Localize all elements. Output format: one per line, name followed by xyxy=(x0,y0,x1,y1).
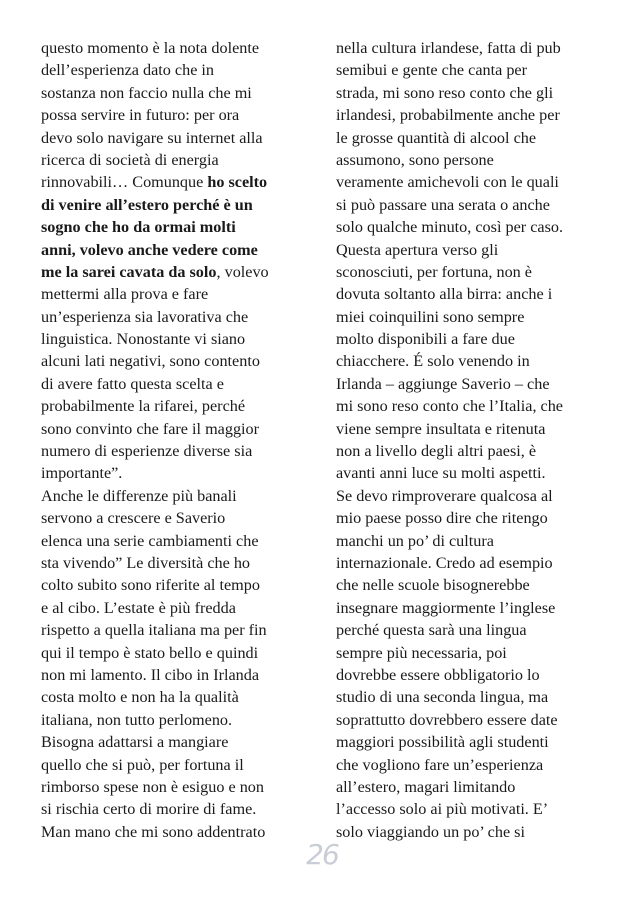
text-span: veramente amichevoli con le quali xyxy=(336,173,559,192)
text-line xyxy=(336,239,598,261)
text-line xyxy=(41,440,313,462)
text-line xyxy=(336,440,598,462)
text-line xyxy=(41,350,313,372)
text-span: mi sono reso conto che l’Italia, che xyxy=(336,397,563,416)
text-line xyxy=(41,664,313,686)
text-span: molto disponibili a fare due xyxy=(336,330,515,349)
text-span: si può passare una serata o anche xyxy=(336,195,550,214)
text-line xyxy=(336,798,598,820)
text-span: rispetto a quella italiana ma per fin xyxy=(41,621,267,640)
text-line xyxy=(336,619,598,641)
text-span: sono convinto che fare il maggior xyxy=(41,419,260,438)
text-line xyxy=(41,171,313,193)
text-line xyxy=(41,37,313,59)
text-line xyxy=(336,642,598,664)
text-line xyxy=(336,462,598,484)
text-span: probabilmente la rifarei, perché xyxy=(41,397,246,416)
bold-text: sogno che ho da ormai molti xyxy=(41,218,236,237)
text-line xyxy=(41,776,313,798)
text-line xyxy=(336,507,598,529)
text-span: elenca una serie cambiamenti che xyxy=(41,531,259,550)
text-span: rimborso spese non è esiguo e non xyxy=(41,777,264,796)
text-line xyxy=(41,530,313,552)
text-span: dell’esperienza dato che in xyxy=(41,61,215,80)
text-line xyxy=(336,709,598,731)
text-span: viene sempre insultata e ritenuta xyxy=(336,419,546,438)
bold-text: anni, volevo anche vedere come xyxy=(41,240,258,259)
text-span: internazionale. Credo ad esempio xyxy=(336,553,553,572)
text-span: ricerca di società di energia xyxy=(41,150,219,169)
text-span: miei coinquilini sono sempre xyxy=(336,307,525,326)
text-line xyxy=(41,59,313,81)
text-line xyxy=(336,328,598,350)
text-line xyxy=(336,104,598,126)
text-span: non a livello degli altri paesi, è xyxy=(336,442,537,461)
text-span: si rischia certo di morire di fame. xyxy=(41,800,257,819)
text-span: Anche le differenze più banali xyxy=(41,486,237,505)
text-line xyxy=(41,686,313,708)
text-span: sostanza non faccio nulla che mi xyxy=(41,83,252,102)
text-line xyxy=(41,821,313,843)
text-line xyxy=(336,530,598,552)
text-span: insegnare maggiormente l’inglese xyxy=(336,598,556,617)
text-span: all’estero, magari limitando xyxy=(336,777,516,796)
text-line xyxy=(41,619,313,641)
text-line xyxy=(41,462,313,484)
text-line xyxy=(336,306,598,328)
text-span: costa molto e non ha la qualità xyxy=(41,688,239,707)
text-span: sta vivendo” Le diversità che ho xyxy=(41,553,251,572)
text-span: chiacchere. É solo venendo in xyxy=(336,352,530,371)
text-span: numero di esperienze diverse sia xyxy=(41,442,253,461)
text-span: avanti anni luce su molti aspetti. xyxy=(336,464,546,483)
text-span: questo momento è la nota dolente xyxy=(41,39,260,57)
text-line xyxy=(336,776,598,798)
text-span: servono a crescere e Saverio xyxy=(41,509,226,528)
text-line xyxy=(41,283,313,305)
bold-text: di venire all’estero perché è un xyxy=(41,195,253,214)
text-line xyxy=(41,709,313,731)
text-line xyxy=(336,37,598,59)
page-number: 26 xyxy=(306,838,338,871)
text-line xyxy=(41,485,313,507)
text-line xyxy=(336,171,598,193)
text-line xyxy=(41,731,313,753)
text-span: importante”. xyxy=(41,464,123,483)
text-span: dovrebbe essere obbligatorio lo xyxy=(336,665,540,684)
text-line xyxy=(336,597,598,619)
text-line xyxy=(336,82,598,104)
bold-text: me la sarei cavata da solo xyxy=(41,262,217,281)
text-span: solo viaggiando un po’ che si xyxy=(336,822,525,841)
text-line xyxy=(336,216,598,238)
left-column xyxy=(41,37,313,843)
text-line xyxy=(41,306,313,328)
text-span: rinnovabili… Comunque xyxy=(41,173,208,192)
text-span: solo qualche minuto, così per caso. xyxy=(336,218,564,237)
text-span: le grosse quantità di alcool che xyxy=(336,128,537,147)
text-line xyxy=(41,552,313,574)
text-span: dovuta soltanto alla birra: anche i xyxy=(336,285,553,304)
text-line xyxy=(336,686,598,708)
text-line xyxy=(41,149,313,171)
text-line xyxy=(336,418,598,440)
text-line xyxy=(336,731,598,753)
text-span: sempre più necessaria, poi xyxy=(336,643,507,662)
text-span: sconosciuti, per fortuna, non è xyxy=(336,262,532,281)
text-line xyxy=(41,127,313,149)
text-span: mio paese posso dire che ritengo xyxy=(336,509,548,528)
text-span: italiana, non tutto perlomeno. xyxy=(41,710,233,729)
text-span: studio di una seconda lingua, ma xyxy=(336,688,549,707)
text-span: linguistica. Nonostante vi siano xyxy=(41,330,246,349)
text-line xyxy=(336,149,598,171)
text-span: quello che si può, per fortuna il xyxy=(41,755,244,774)
text-span: assumono, sono persone xyxy=(336,150,494,169)
text-span: nella cultura irlandese, fatta di pub xyxy=(336,39,561,57)
text-line xyxy=(336,754,598,776)
text-line xyxy=(336,552,598,574)
text-span: e al cibo. L’estate è più fredda xyxy=(41,598,236,617)
text-line xyxy=(336,373,598,395)
text-line xyxy=(336,194,598,216)
text-span: soprattutto dovrebbero essere date xyxy=(336,710,558,729)
text-line xyxy=(41,754,313,776)
text-span: perché questa sarà una lingua xyxy=(336,621,527,640)
text-line xyxy=(41,642,313,664)
text-span: l’accesso solo ai più motivati. E’ xyxy=(336,800,549,819)
text-span: un’esperienza sia lavorativa che xyxy=(41,307,249,326)
text-line xyxy=(41,194,313,216)
text-span: strada, mi sono reso conto che gli xyxy=(336,83,554,102)
text-line xyxy=(336,395,598,417)
text-line xyxy=(41,597,313,619)
text-line xyxy=(336,485,598,507)
text-line xyxy=(336,127,598,149)
text-span: Irlanda – aggiunge Saverio – che xyxy=(336,374,550,393)
text-line xyxy=(336,283,598,305)
text-span: maggiori possibilità agli studenti xyxy=(336,733,549,752)
text-line xyxy=(41,507,313,529)
text-span: devo solo navigare su internet alla xyxy=(41,128,263,147)
text-line xyxy=(41,798,313,820)
text-line xyxy=(336,350,598,372)
text-line xyxy=(336,59,598,81)
text-span: mettermi alla prova e fare xyxy=(41,285,209,304)
text-span: Man mano che mi sono addentrato xyxy=(41,822,266,841)
text-span: possa servire in futuro: per ora xyxy=(41,106,240,125)
text-span: semibui e gente che canta per xyxy=(336,61,528,80)
text-line xyxy=(41,373,313,395)
text-span: che vogliono fare un’esperienza xyxy=(336,755,544,774)
text-line xyxy=(41,216,313,238)
text-span: Se devo rimproverare qualcosa al xyxy=(336,486,553,505)
right-column xyxy=(336,37,598,843)
text-line xyxy=(41,104,313,126)
text-line xyxy=(41,261,313,283)
bold-text: ho scelto xyxy=(207,173,268,192)
text-span: alcuni lati negativi, sono contento xyxy=(41,352,260,371)
text-span: di avere fatto questa scelta e xyxy=(41,374,224,393)
text-line xyxy=(41,418,313,440)
text-span: Bisogna adattarsi a mangiare xyxy=(41,733,229,752)
text-span: non mi lamento. Il cibo in Irlanda xyxy=(41,665,260,684)
text-line xyxy=(336,821,598,843)
text-line xyxy=(336,664,598,686)
text-span: colto subito sono riferite al tempo xyxy=(41,576,260,595)
text-span: , volevo xyxy=(216,262,269,281)
text-span: manchi un po’ di cultura xyxy=(336,531,494,550)
text-line xyxy=(41,82,313,104)
text-span: Questa apertura verso gli xyxy=(336,240,499,259)
text-line xyxy=(41,395,313,417)
text-span: qui il tempo è stato bello e quindi xyxy=(41,643,259,662)
text-line xyxy=(41,239,313,261)
text-span: irlandesi, probabilmente anche per xyxy=(336,106,560,125)
text-span: che nelle scuole bisognerebbe xyxy=(336,576,530,595)
text-line xyxy=(41,328,313,350)
text-line xyxy=(41,574,313,596)
text-line xyxy=(336,574,598,596)
text-line xyxy=(336,261,598,283)
